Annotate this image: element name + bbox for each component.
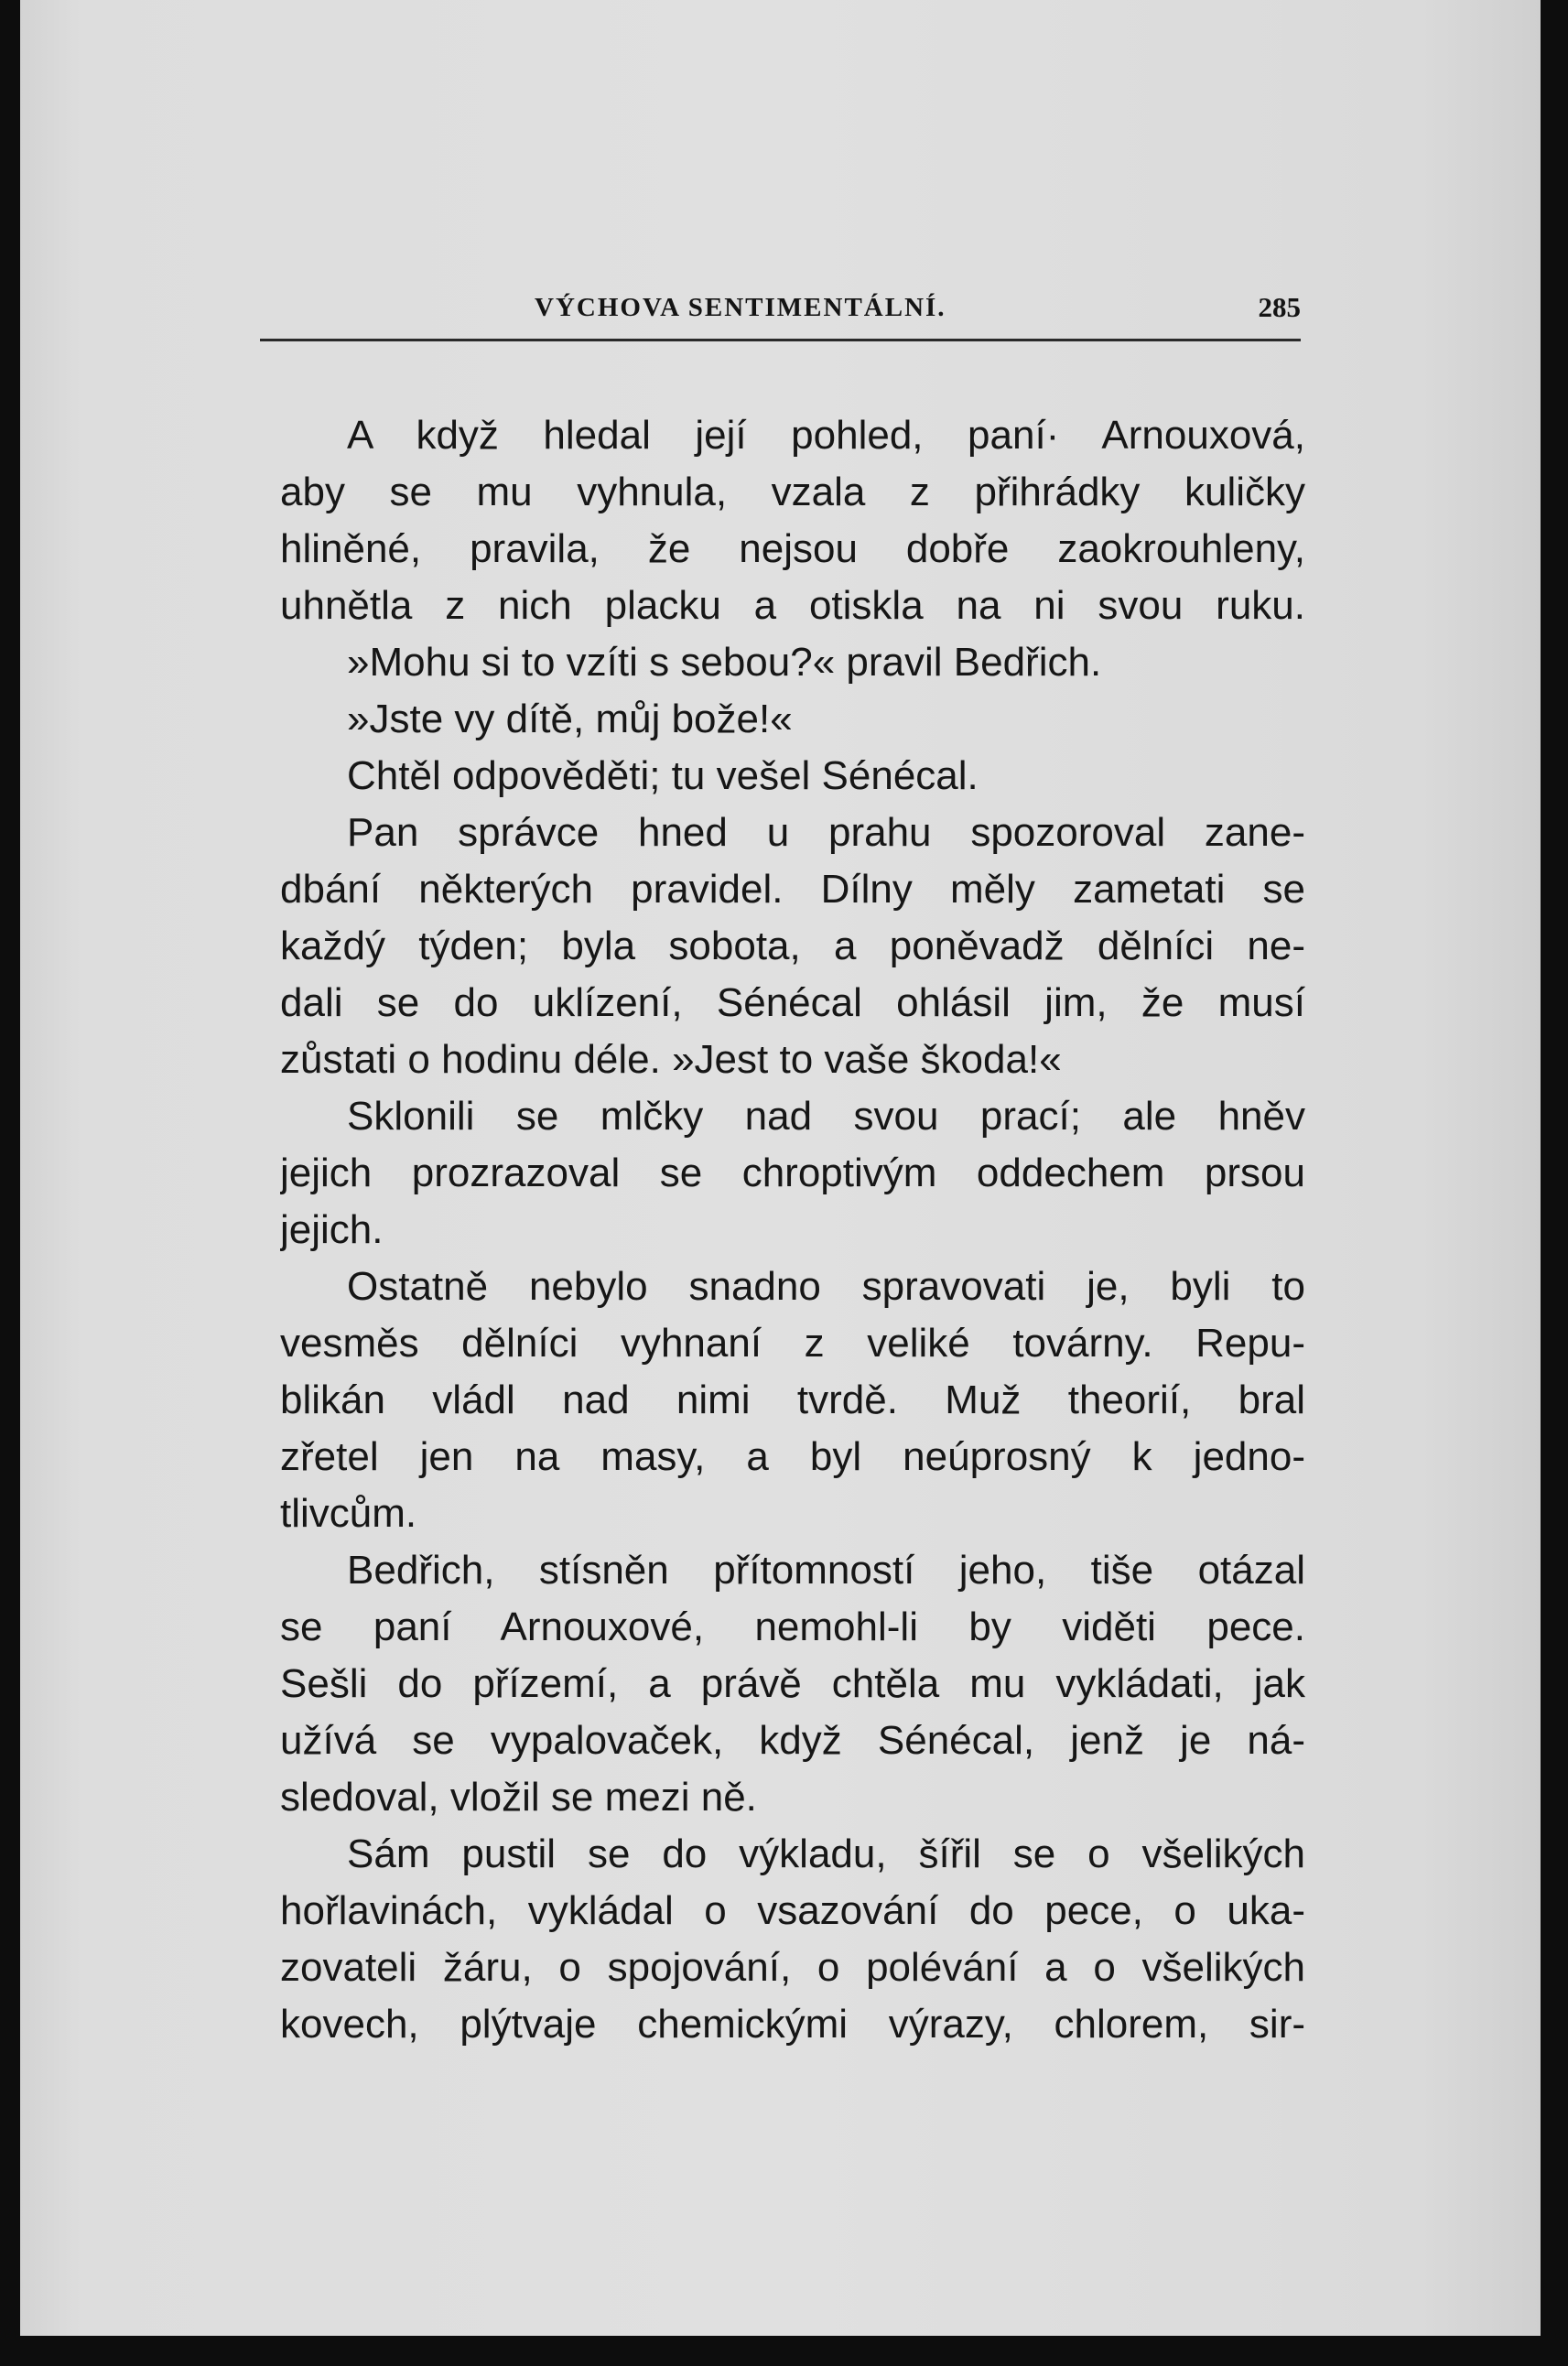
- scan-border-bottom: [0, 2336, 1568, 2366]
- scan-border-left: [0, 0, 20, 2366]
- text-line: dbání některých pravidel. Dílny měly zametati se: [280, 867, 1305, 912]
- text-line: vesměs dělníci vyhnaní z veliké továrny. Repu-: [280, 1321, 1305, 1366]
- text-line: zovateli žáru, o spojování, o polévání a o všelikých: [280, 1945, 1305, 1990]
- text-line: zůstati o hodinu déle. »Jest to vaše škoda!«: [280, 1037, 1062, 1082]
- text-line: Sám pustil se do výkladu, šířil se o všelikých: [347, 1831, 1305, 1876]
- text-body: [280, 407, 1305, 2053]
- text-line: uhnětla z nich placku a otiskla na ni svou ruku.: [280, 583, 1305, 628]
- text-line: blikán vládl nad nimi tvrdě. Muž theorií, bral: [280, 1377, 1305, 1422]
- scan-border-right: [1541, 0, 1568, 2366]
- text-line: aby se mu vyhnula, vzala z přihrádky kuličky: [280, 470, 1305, 514]
- text-line: hořlavinách, vykládal o vsazování do pece, o uka-: [280, 1888, 1305, 1933]
- text-line: kovech, plýtvaje chemickými výrazy, chlorem, sir-: [280, 2002, 1305, 2047]
- text-line: jejich.: [280, 1207, 384, 1252]
- text-line: »Mohu si to vzíti s sebou?« pravil Bedřich.: [347, 640, 1102, 685]
- page-header: [260, 291, 1301, 337]
- text-line: zřetel jen na masy, a byl neúprosný k jedno-: [280, 1434, 1305, 1479]
- text-line: Pan správce hned u prahu spozoroval zane-: [347, 810, 1305, 855]
- text-line: Sklonili se mlčky nad svou prací; ale hněv: [347, 1094, 1305, 1139]
- text-line: Bedřich, stísněn přítomností jeho, tiše otázal: [347, 1548, 1305, 1593]
- page-number: 285: [1258, 291, 1301, 323]
- text-line: se paní Arnouxové, nemohl-li by viděti pece.: [280, 1604, 1305, 1649]
- text-line: dali se do uklízení, Sénécal ohlásil jim, že musí: [280, 980, 1305, 1025]
- text-line: jejich prozrazoval se chroptivým oddechem prsou: [280, 1151, 1305, 1195]
- text-line: Ostatně nebylo snadno spravovati je, byli to: [347, 1264, 1305, 1309]
- text-line: tlivcům.: [280, 1491, 417, 1536]
- text-line: sledoval, vložil se mezi ně.: [280, 1775, 757, 1820]
- text-line: »Jste vy dítě, můj bože!«: [347, 697, 793, 741]
- header-rule: [260, 339, 1301, 341]
- text-line: hliněné, pravila, že nejsou dobře zaokrouhleny,: [280, 526, 1305, 571]
- text-line: Sešli do přízemí, a právě chtěla mu vykládati, jak: [280, 1661, 1305, 1706]
- text-line: A když hledal její pohled, paní· Arnouxová,: [347, 413, 1305, 458]
- text-line: užívá se vypalovaček, když Sénécal, jenž je ná-: [280, 1718, 1305, 1763]
- book-page: [20, 0, 1541, 2336]
- text-line: Chtěl odpověděti; tu vešel Sénécal.: [347, 753, 979, 798]
- text-line: každý týden; byla sobota, a poněvadž dělníci ne-: [280, 924, 1305, 968]
- running-title: VÝCHOVA SENTIMENTÁLNÍ.: [535, 293, 946, 322]
